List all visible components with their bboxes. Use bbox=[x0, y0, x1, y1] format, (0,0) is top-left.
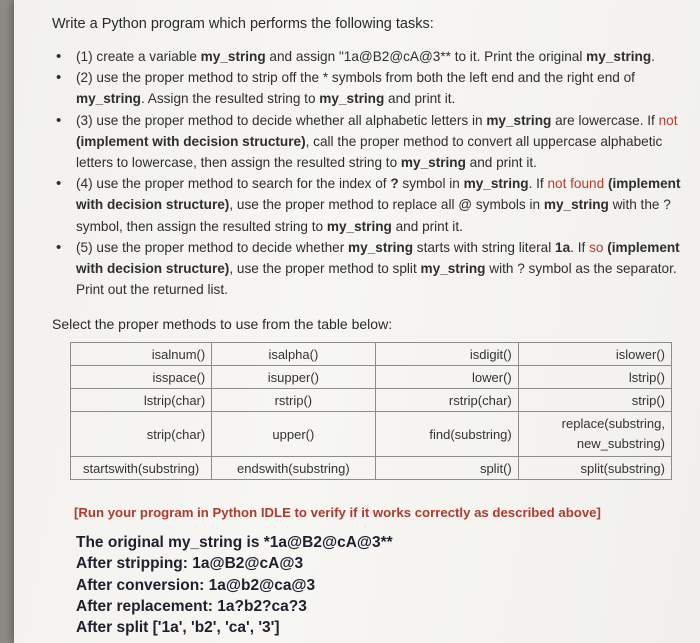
table-cell: find(substring) bbox=[375, 412, 518, 457]
task-text: 1a bbox=[555, 239, 571, 255]
table-cell: isalnum() bbox=[71, 343, 212, 366]
task-text: and print it. bbox=[391, 218, 463, 234]
table-cell: rstrip(char) bbox=[375, 389, 518, 412]
task-text: (1) create a variable bbox=[76, 49, 201, 64]
task-text: my_string bbox=[319, 91, 385, 107]
task-text: my_string bbox=[543, 197, 609, 213]
table-cell: strip(char) bbox=[71, 412, 212, 457]
task-text: my_string bbox=[486, 112, 552, 128]
table-cell: islower() bbox=[518, 343, 671, 366]
table-cell: isupper() bbox=[212, 366, 375, 389]
task-text: not bbox=[658, 112, 678, 128]
bullet-icon: • bbox=[56, 175, 62, 193]
run-note: [Run your program in Python IDLE to verify if it works correctly as described above] bbox=[74, 505, 601, 520]
output-line: After conversion: 1a@b2@ca@3 bbox=[76, 576, 316, 594]
task-text: (3) use the proper method to decide whether all alphabetic letters in bbox=[76, 112, 487, 128]
task-text: my_string bbox=[326, 218, 392, 234]
table-cell: upper() bbox=[212, 412, 375, 457]
task-text: (implement with decision structure) bbox=[76, 176, 681, 213]
table-cell: strip() bbox=[518, 389, 671, 412]
task-text: (2) use the proper method to strip off the * symbols from both the left end and the right end of bbox=[76, 70, 635, 86]
table-cell: split() bbox=[375, 457, 518, 480]
table-row bbox=[71, 366, 672, 389]
task-text: (implement with decision structure) bbox=[76, 239, 680, 277]
document-page bbox=[14, 0, 700, 643]
task-text: , call the proper method to convert all uppercase alphabetic letters to lowercase, then assign the resulted string to bbox=[76, 133, 663, 171]
output-line: After stripping: 1a@B2@cA@3 bbox=[76, 555, 304, 573]
bullet-icon: • bbox=[56, 48, 62, 65]
task-text: not found bbox=[547, 176, 605, 192]
output-line: The original my_string is *1a@B2@cA@3** bbox=[76, 534, 393, 551]
task-text: , use the proper method to split bbox=[229, 261, 421, 277]
task-text: so bbox=[589, 239, 604, 255]
task-text: and assign "1a@B2@cA@3** to it. Print the original bbox=[265, 49, 587, 64]
task-text: my_string bbox=[420, 261, 486, 277]
table-row bbox=[71, 412, 672, 457]
task-text: . bbox=[651, 49, 655, 64]
task-text: my_string bbox=[200, 49, 266, 64]
task-text: (5) use the proper method to decide whether bbox=[76, 239, 349, 255]
bullet-icon: • bbox=[56, 69, 62, 87]
task-text: and print it. bbox=[465, 155, 537, 171]
task-text: my_string bbox=[348, 239, 414, 255]
task-text: my_string bbox=[586, 49, 652, 64]
task-text: (4) use the proper method to search for the index of bbox=[76, 176, 391, 192]
output-line: After split ['1a', 'b2', 'ca', '3'] bbox=[76, 619, 280, 637]
table-cell: split(substring) bbox=[518, 457, 671, 480]
table-cell: isdigit() bbox=[375, 343, 518, 366]
table-cell: startswith(substring) bbox=[71, 457, 212, 480]
task-text: symbol in bbox=[398, 176, 464, 192]
table-cell: endswith(substring) bbox=[212, 457, 375, 480]
task-text: and print it. bbox=[384, 91, 456, 107]
task-text: starts with string literal bbox=[413, 239, 556, 255]
task-item-4 bbox=[52, 173, 682, 237]
intro-text: Write a Python program which performs the following tasks: bbox=[52, 16, 434, 32]
bullet-icon: • bbox=[56, 238, 62, 256]
task-text: . If bbox=[528, 176, 548, 192]
table-title: Select the proper methods to use from the table below: bbox=[52, 316, 393, 332]
table-cell: replace(substring, new_substring) bbox=[518, 412, 671, 457]
table-row bbox=[71, 389, 672, 412]
task-list bbox=[52, 46, 682, 300]
table-row bbox=[71, 343, 672, 366]
table-cell: rstrip() bbox=[212, 389, 375, 412]
task-text: (implement with decision structure) bbox=[76, 133, 306, 149]
task-item-2 bbox=[52, 67, 682, 109]
task-item-1 bbox=[52, 46, 682, 67]
task-text: , use the proper method to replace all @ symbols in bbox=[229, 197, 544, 213]
table-cell: lower() bbox=[375, 366, 518, 389]
task-text: with ? symbol as the separator. Print out the returned list. bbox=[76, 261, 677, 298]
table-cell: lstrip(char) bbox=[71, 389, 212, 412]
table-cell: lstrip() bbox=[518, 366, 671, 389]
expected-output bbox=[76, 532, 393, 638]
task-text: ? bbox=[390, 176, 399, 192]
bullet-icon: • bbox=[56, 111, 62, 129]
task-item-3 bbox=[52, 110, 682, 174]
task-item-5 bbox=[52, 237, 682, 301]
output-line: After replacement: 1a?b2?ca?3 bbox=[76, 597, 307, 615]
task-text: my_string bbox=[463, 176, 529, 192]
task-text: my_string bbox=[76, 91, 141, 107]
task-text: my_string bbox=[400, 155, 466, 171]
task-text: with the ? symbol, then assign the resulted string to bbox=[76, 197, 671, 234]
task-text: . If bbox=[570, 239, 590, 255]
table-row bbox=[71, 457, 672, 480]
table-cell: isalpha() bbox=[212, 343, 375, 366]
task-text: . Assign the resulted string to bbox=[140, 91, 320, 107]
methods-table bbox=[70, 342, 672, 480]
table-cell: isspace() bbox=[71, 366, 212, 389]
task-text: are lowercase. If bbox=[551, 112, 659, 128]
